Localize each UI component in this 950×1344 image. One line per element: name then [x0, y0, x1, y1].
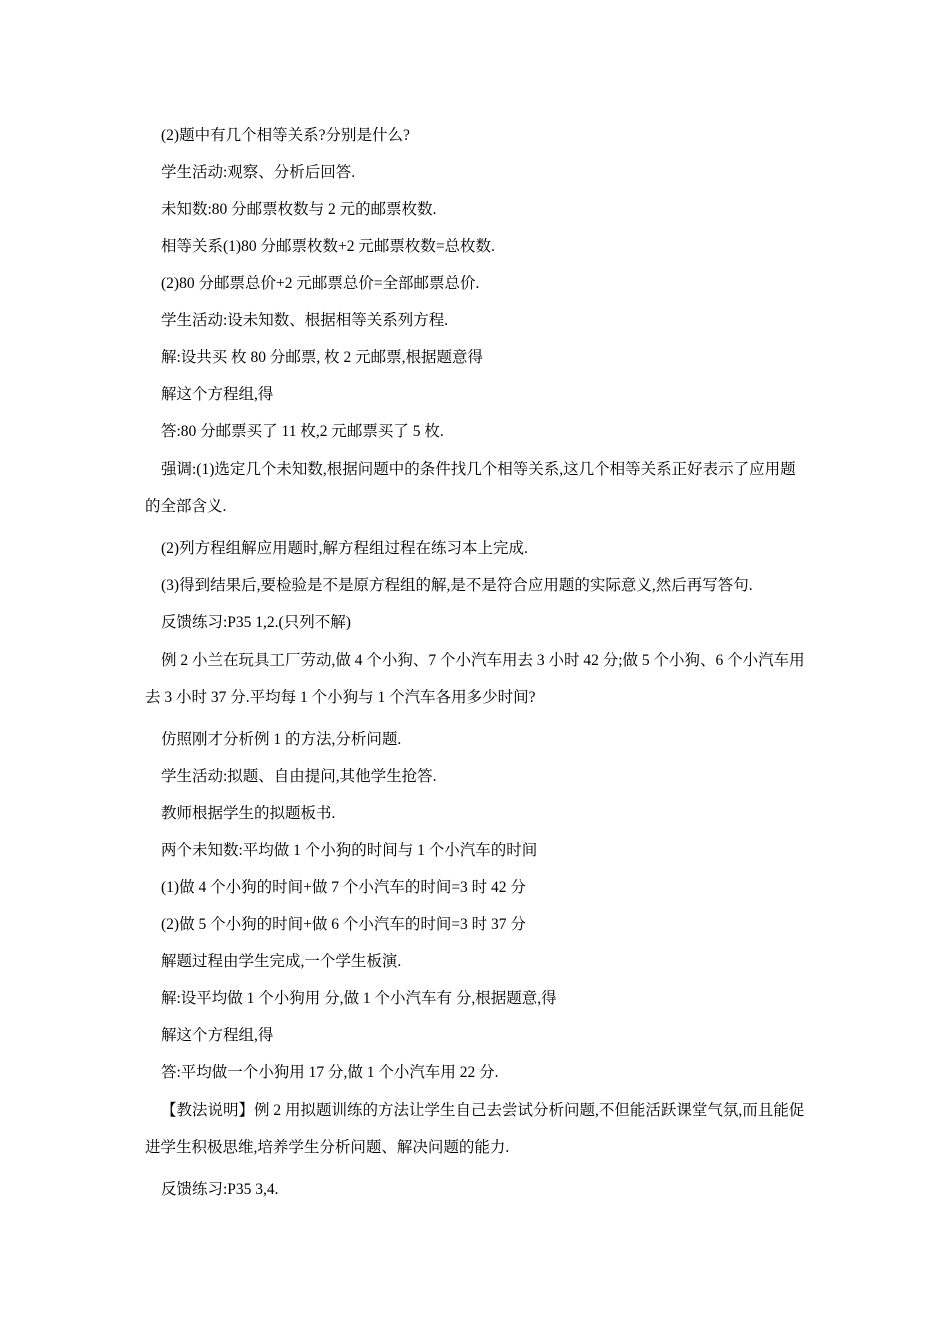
paragraph-teacher-board: 教师根据学生的拟题板书.: [161, 805, 336, 822]
paragraph-student-activity-observe: 学生活动:观察、分析后回答.: [161, 164, 356, 181]
paragraph-relation-2: (2)80 分邮票总价+2 元邮票总价=全部邮票总价.: [161, 275, 480, 292]
paragraph-teaching-note: 【教法说明】例 2 用拟题训练的方法让学生自己去尝试分析问题,不但能活跃课堂气氛,而且能促进学生积极思维,培养学生分析问题、解决问题的能力.: [145, 1102, 805, 1156]
paragraph-example-2: 例 2 小兰在玩具工厂劳动,做 4 个小狗、7 个小汽车用去 3 小时 42 分;做 5 个小狗、6 个小汽车用去 3 小时 37 分.平均每 1 个小狗与 1 个汽车各用多少时间?: [145, 652, 805, 706]
paragraph-student-board: 解题过程由学生完成,一个学生板演.: [161, 953, 402, 970]
paragraph-feedback-1: 反馈练习:P35 1,2.(只列不解): [161, 614, 351, 631]
paragraph-imitate-analysis: 仿照刚才分析例 1 的方法,分析问题.: [161, 731, 402, 748]
paragraph-emphasis-3: (3)得到结果后,要检验是不是原方程组的解,是不是符合应用题的实际意义,然后再写答句.: [161, 577, 753, 594]
paragraph-emphasis-2: (2)列方程组解应用题时,解方程组过程在练习本上完成.: [161, 540, 528, 557]
paragraph-answer-1: 答:80 分邮票买了 11 枚,2 元邮票买了 5 枚.: [161, 423, 444, 440]
paragraph-student-activity-equation: 学生活动:设未知数、根据相等关系列方程.: [161, 312, 449, 329]
paragraph-relation-time-1: (1)做 4 个小狗的时间+做 7 个小汽车的时间=3 时 42 分: [161, 879, 526, 896]
paragraph-solve-system-2: 解这个方程组,得: [161, 1027, 274, 1044]
paragraph-solution-setup: 解:设共买 枚 80 分邮票, 枚 2 元邮票,根据题意得: [161, 349, 484, 366]
paragraph-relation-1: 相等关系(1)80 分邮票枚数+2 元邮票枚数=总枚数.: [161, 238, 495, 255]
paragraph-emphasis: 强调:(1)选定几个未知数,根据问题中的条件找几个相等关系,这几个相等关系正好表示了应用题的全部含义.: [145, 461, 796, 515]
paragraph-student-activity-questions: 学生活动:拟题、自由提问,其他学生抢答.: [161, 768, 437, 785]
paragraph-question-2: (2)题中有几个相等关系?分别是什么?: [161, 127, 410, 144]
paragraph-relation-time-2: (2)做 5 个小狗的时间+做 6 个小汽车的时间=3 时 37 分: [161, 916, 526, 933]
paragraph-answer-2: 答:平均做一个小狗用 17 分,做 1 个小汽车用 22 分.: [161, 1064, 499, 1081]
paragraph-two-unknowns: 两个未知数:平均做 1 个小狗的时间与 1 个小汽车的时间: [161, 842, 538, 859]
paragraph-solution-setup-2: 解:设平均做 1 个小狗用 分,做 1 个小汽车有 分,根据题意,得: [161, 990, 557, 1007]
paragraph-solve-system: 解这个方程组,得: [161, 386, 274, 403]
paragraph-feedback-2: 反馈练习:P35 3,4.: [161, 1181, 279, 1198]
paragraph-unknowns: 未知数:80 分邮票枚数与 2 元的邮票枚数.: [161, 201, 437, 218]
